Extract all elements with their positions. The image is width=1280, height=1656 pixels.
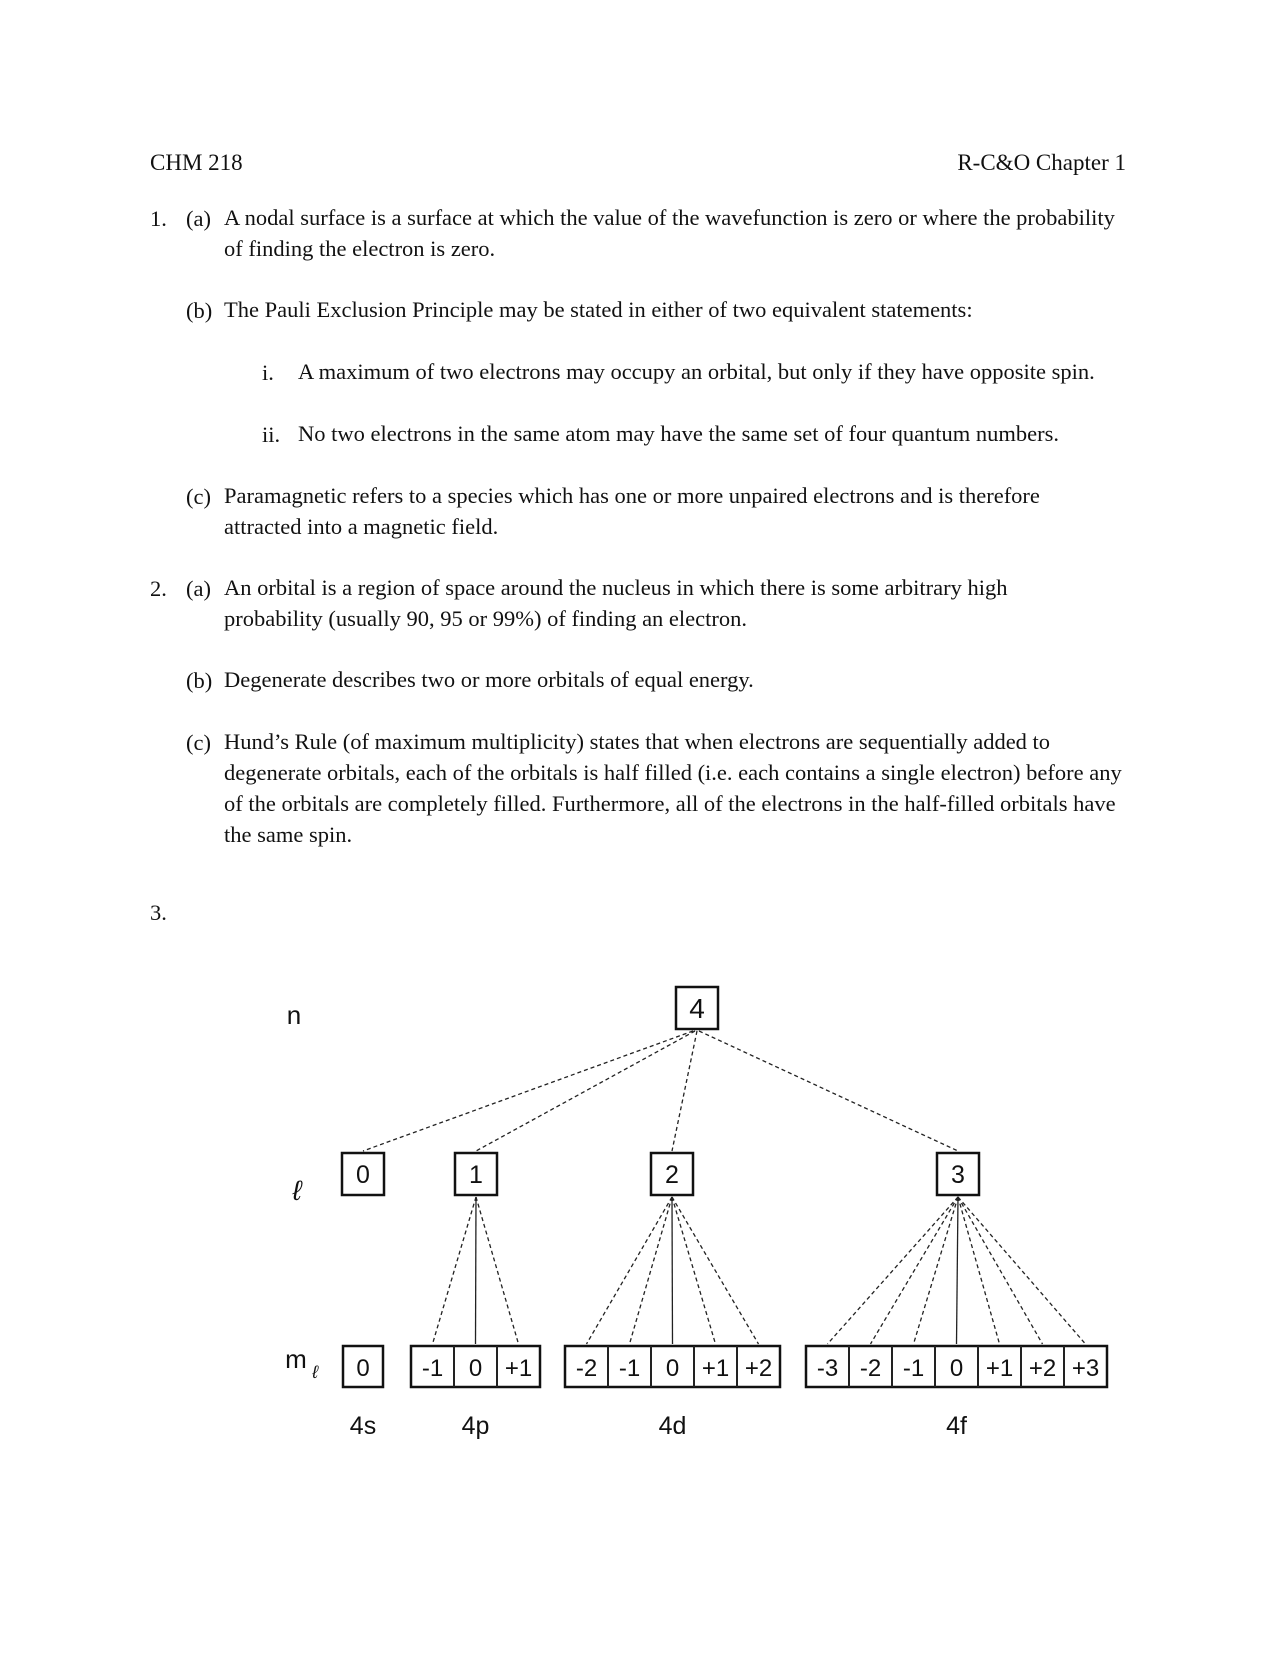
ml-value: -2 <box>859 1355 882 1382</box>
course-code: CHM 218 <box>150 150 243 175</box>
l-value: 1 <box>469 1161 483 1189</box>
q1c-label: (c) <box>186 484 211 509</box>
connector-n-to-l <box>363 1031 693 1151</box>
chapter-title: R-C&O Chapter 1 <box>957 150 1126 175</box>
q1b-ii-text: No two electrons in the same atom may have the same set of four quantum numbers. <box>298 421 1060 446</box>
ml-value: +2 <box>1028 1355 1057 1382</box>
connector-l-to-ml <box>587 1197 673 1344</box>
ml-value: -3 <box>816 1355 839 1382</box>
q1b-i-label: i. <box>262 360 274 385</box>
connector-l-to-ml <box>672 1197 673 1344</box>
q1b-i-text: A maximum of two electrons may occupy an orbital, but only if they have opposite spin. <box>298 359 1095 384</box>
ml-value: +1 <box>504 1355 533 1382</box>
subshell-name: 4f <box>946 1412 967 1440</box>
ml-value: -1 <box>618 1355 641 1382</box>
ml-value: -1 <box>421 1355 444 1382</box>
l-value: 2 <box>665 1161 679 1189</box>
q2a-text: An orbital is a region of space around the nucleus in which there is some arbitrary high probability (usually 90, 95 or 99%) of finding an electron. <box>224 575 1008 631</box>
q1a-text: A nodal surface is a surface at which the value of the wavefunction is zero or where the probability of finding the electron is zero. <box>224 205 1115 261</box>
subshell-name: 4s <box>349 1412 377 1440</box>
row-label-n: n <box>286 1000 302 1030</box>
q2a-label: (a) <box>186 576 211 601</box>
connector-l-to-ml <box>958 1197 1086 1344</box>
ml-value: -1 <box>902 1355 925 1382</box>
connector-l-to-ml <box>957 1197 959 1344</box>
question-2-number: 2. <box>150 576 167 601</box>
q2c-label: (c) <box>186 730 211 755</box>
ml-value: 0 <box>468 1355 483 1382</box>
q1c-text: Paramagnetic refers to a species which has one or more unpaired electrons and is therefore attracted into a magnetic field. <box>224 483 1040 539</box>
l-value: 0 <box>356 1161 370 1189</box>
question-3-number: 3. <box>150 900 167 925</box>
q1b-ii-label: ii. <box>262 422 281 447</box>
connector-n-to-l <box>699 1031 958 1151</box>
connector-l-to-ml <box>433 1197 477 1344</box>
subshell-name: 4p <box>461 1412 490 1440</box>
q1b-text: The Pauli Exclusion Principle may be stated in either of two equivalent statements: <box>224 297 973 322</box>
connector-l-to-ml <box>871 1197 959 1344</box>
ml-value: -2 <box>575 1355 598 1382</box>
ml-value: +1 <box>701 1355 730 1382</box>
row-label-l: ℓ <box>292 1175 302 1206</box>
connector-l-to-ml <box>958 1197 1043 1344</box>
ml-value: 0 <box>949 1355 964 1382</box>
connector-n-to-l <box>476 1031 695 1151</box>
ml-value: +3 <box>1071 1355 1100 1382</box>
ml-value: +2 <box>744 1355 773 1382</box>
connector-l-to-ml <box>672 1197 716 1344</box>
ml-value: +1 <box>985 1355 1014 1382</box>
q2b-label: (b) <box>186 668 213 693</box>
ml-value: 0 <box>356 1355 370 1382</box>
connector-l-to-ml <box>476 1197 519 1344</box>
ml-value: 0 <box>665 1355 680 1382</box>
connector-l-to-ml <box>672 1197 759 1344</box>
connector-l-to-ml <box>958 1197 1000 1344</box>
connector-l-to-ml <box>828 1197 959 1344</box>
l-value: 3 <box>951 1161 965 1189</box>
row-label-ml-subscript: ℓ <box>312 1362 318 1382</box>
connector-n-to-l <box>672 1031 697 1151</box>
question-1-number: 1. <box>150 206 167 231</box>
row-label-ml: m <box>285 1344 307 1374</box>
q2c-text: Hund’s Rule (of maximum multiplicity) states that when electrons are sequentially added to degenerate orbitals, each of the orbitals is half filled (i.e. each contains a single electron) before any of the orbitals are completely filled. Furthermore, all of the electrons in the half-filled orbitals have the same spin. <box>224 729 1122 847</box>
q1b-label: (b) <box>186 298 213 323</box>
connector-l-to-ml <box>914 1197 959 1344</box>
connector-l-to-ml <box>630 1197 673 1344</box>
n-value: 4 <box>689 993 705 1024</box>
q2b-text: Degenerate describes two or more orbitals of equal energy. <box>224 667 754 692</box>
q1a-label: (a) <box>186 206 211 231</box>
subshell-name: 4d <box>658 1412 687 1440</box>
connector-l-to-ml <box>476 1197 477 1344</box>
